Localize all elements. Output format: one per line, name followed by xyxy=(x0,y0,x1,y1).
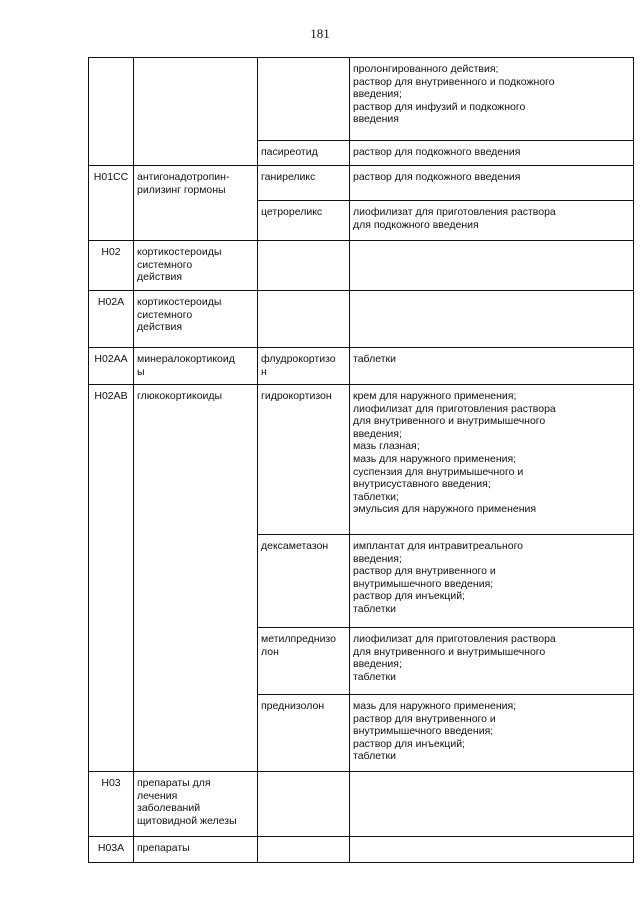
dosage-forms-cell: раствор для подкожного введения xyxy=(353,171,521,183)
row-border xyxy=(133,165,258,166)
group-name-cell: препараты xyxy=(137,842,190,854)
column-border xyxy=(349,57,350,863)
row-border xyxy=(349,384,634,385)
row-border xyxy=(349,290,634,291)
dosage-forms-cell: лиофилизат для приготовления раствора для внутривенного и внутримышечного введения; таблетки xyxy=(353,633,556,683)
row-border xyxy=(133,347,258,348)
column-border xyxy=(133,57,134,863)
dosage-forms-cell: имплантат для интравитреального введения; раствор для внутривенного и внутримышечного введения; раствор для инъекций; таблетки xyxy=(353,540,524,615)
drug-name-cell: дексаметазон xyxy=(261,540,329,552)
drug-name-cell: ганиреликс xyxy=(261,171,316,183)
row-border xyxy=(133,290,258,291)
row-border xyxy=(133,384,258,385)
row-border xyxy=(257,290,350,291)
row-border xyxy=(349,694,634,695)
row-border xyxy=(88,862,134,863)
drug-name-cell: пасиреотид xyxy=(261,146,318,158)
row-border xyxy=(349,57,634,58)
atc-code-cell: H02 xyxy=(101,246,121,258)
row-border xyxy=(133,836,258,837)
row-border xyxy=(133,862,258,863)
group-name-cell: антигонадотропин- рилизинг гормоны xyxy=(137,171,230,196)
atc-code-cell: H02A xyxy=(97,296,125,308)
row-border xyxy=(257,836,350,837)
row-border xyxy=(349,534,634,535)
row-border xyxy=(349,627,634,628)
row-border xyxy=(257,57,350,58)
page-number: 181 xyxy=(310,26,330,41)
group-name-cell: кортикостероиды системного действия xyxy=(137,296,222,334)
row-border xyxy=(257,240,350,241)
column-border xyxy=(257,57,258,863)
row-border xyxy=(349,140,634,141)
row-border xyxy=(88,384,134,385)
row-border xyxy=(257,627,350,628)
atc-code-cell: H03 xyxy=(101,777,121,789)
drug-name-cell: гидрокортизон xyxy=(261,390,332,402)
group-name-cell: минералокортикоид ы xyxy=(137,353,235,378)
row-border xyxy=(257,165,350,166)
row-border xyxy=(257,347,350,348)
row-border xyxy=(349,240,634,241)
row-border xyxy=(257,771,350,772)
row-border xyxy=(88,165,134,166)
group-name-cell: глюкокортикоиды xyxy=(137,390,223,402)
row-border xyxy=(257,200,350,201)
row-border xyxy=(349,836,634,837)
row-border xyxy=(88,771,134,772)
row-border xyxy=(257,694,350,695)
row-border xyxy=(257,384,350,385)
dosage-forms-cell: мазь для наружного применения; раствор для внутривенного и внутримышечного введения; раствор для инъекций; таблетки xyxy=(353,700,517,763)
drug-name-cell: метилпреднизо лон xyxy=(261,633,336,658)
dosage-forms-cell: крем для наружного применения; лиофилизат для приготовления раствора для внутривенного и внутримышечного введения; мазь глазная; мазь для наружного применения; суспензия для внутримышечного и внутрисуставного введения; таблетки; эмульсия для наружного применения xyxy=(353,390,556,516)
row-border xyxy=(88,57,134,58)
column-border xyxy=(633,57,634,863)
atc-code-cell: H01CC xyxy=(93,171,129,183)
row-border xyxy=(257,140,350,141)
row-border xyxy=(349,862,634,863)
atc-code-cell: H02AB xyxy=(94,390,128,402)
group-name-cell: препараты для лечения заболеваний щитовидной железы xyxy=(137,777,237,827)
dosage-forms-cell: лиофилизат для приготовления раствора для подкожного введения xyxy=(353,206,556,231)
row-border xyxy=(133,771,258,772)
row-border xyxy=(349,347,634,348)
row-border xyxy=(349,771,634,772)
atc-code-cell: H03A xyxy=(97,842,125,854)
row-border xyxy=(88,836,134,837)
row-border xyxy=(349,200,634,201)
drug-name-cell: цетрореликс xyxy=(261,206,323,218)
row-border xyxy=(349,165,634,166)
row-border xyxy=(257,862,350,863)
row-border xyxy=(88,290,134,291)
dosage-forms-cell: раствор для подкожного введения xyxy=(353,146,521,158)
drug-name-cell: преднизолон xyxy=(261,700,325,712)
row-border xyxy=(133,57,258,58)
row-border xyxy=(133,240,258,241)
group-name-cell: кортикостероиды системного действия xyxy=(137,246,222,284)
row-border xyxy=(88,240,134,241)
row-border xyxy=(257,534,350,535)
dosage-forms-cell: таблетки xyxy=(353,353,396,365)
drug-name-cell: флудрокортизо н xyxy=(261,353,336,378)
row-border xyxy=(88,347,134,348)
atc-code-cell: H02AA xyxy=(94,353,128,365)
column-border xyxy=(88,57,89,863)
dosage-forms-cell: пролонгированного действия; раствор для внутривенного и подкожного введения; раствор для инфузий и подкожного введения xyxy=(353,63,555,126)
